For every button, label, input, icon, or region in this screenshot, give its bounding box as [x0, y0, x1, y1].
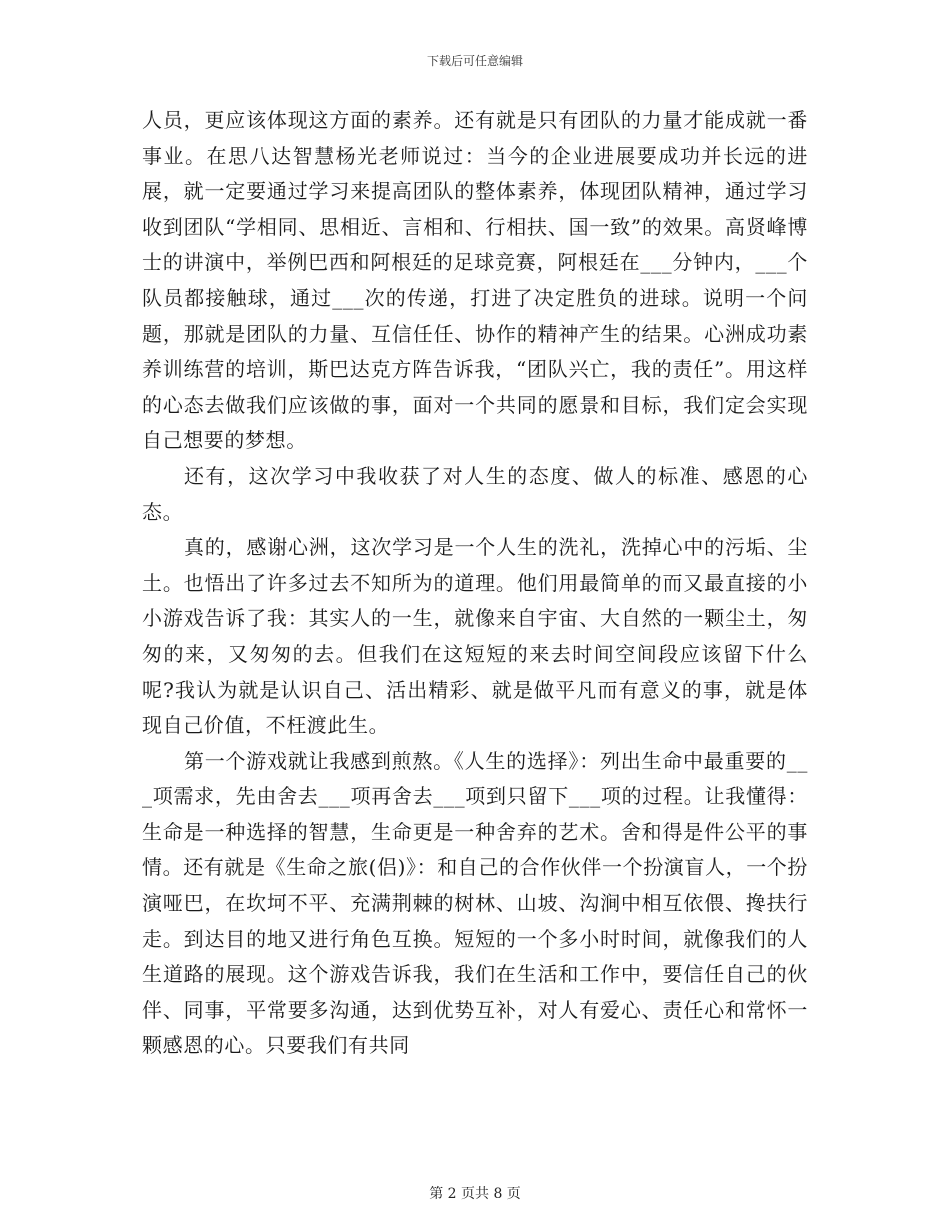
paragraph-team-spirit: 人员，更应该体现这方面的素养。还有就是只有团队的力量才能成就一番事业。在思八达智慧杨光老师说过：当今的企业进展要成功并长远的进展，就一定要通过学习来提高团队的整体素养，体现团队精神，通过学习收到团队“学相同、思相近、言相和、行相扶、国一致”的效果。高贤峰博士的讲演中，举例巴西和阿根廷的足球竞赛，阿根廷在___分钟内，___个队员都接触球，通过___次的传递，打进了决定胜负的进球。说明一个问题，那就是团队的力量、互信任任、协作的精神产生的结果。心洲成功素养训练营的培训，斯巴达克方阵告诉我，“团队兴亡，我的责任”。用这样的心态去做我们应该做的事，面对一个共同的愿景和目标，我们定会实现自己想要的梦想。 — [142, 108, 808, 453]
page-header: 下载后可任意编辑 — [426, 54, 523, 68]
paragraph-first-game: 第一个游戏就让我感到煎熬。《人生的选择》：列出生命中最重要的___项需求，先由舍去___项再舍去___项到只留下___项的过程。让我懂得：生命是一种选择的智慧，生命更是一种舍弃的艺术。舍和得是件公平的事情。还有就是《生命之旅(侣)》：和自己的合作伙伴一个扮演盲人，一个扮演哑巴，在坎坷不平、充满荆棘的树林、山坡、沟涧中相互依偎、搀扶行走。到达目的地又进行角色互换。短短的一个多小时时间，就像我们的人生道路的展现。这个游戏告诉我，我们在生活和工作中，要信任自己的伙伴、同事，平常要多沟通，达到优势互补，对人有爱心、责任心和常怀一颗感恩的心。只要我们有共同 — [142, 748, 809, 1058]
paragraph-life-attitude: 还有，这次学习中我收获了对人生的态度、做人的标准、感恩的心态。 — [142, 463, 808, 524]
page-footer: 第 2 页共 8 页 — [429, 1186, 521, 1202]
paragraph-gratitude: 真的，感谢心洲，这次学习是一个人生的洗礼，洗掉心中的污垢、尘土。也悟出了许多过去不知所为的道理。他们用最简单的而又最直接的小小游戏告诉了我：其实人的一生，就像来自宇宙、大自然的一颗尘土，匆匆的来，又匆匆的去。但我们在这短短的来去时间空间段应该留下什么呢?我认为就是认识自己、活出精彩、就是做平凡而有意义的事，就是体现自己价值，不枉渡此生。 — [142, 535, 808, 738]
document-body — [142, 103, 808, 1064]
